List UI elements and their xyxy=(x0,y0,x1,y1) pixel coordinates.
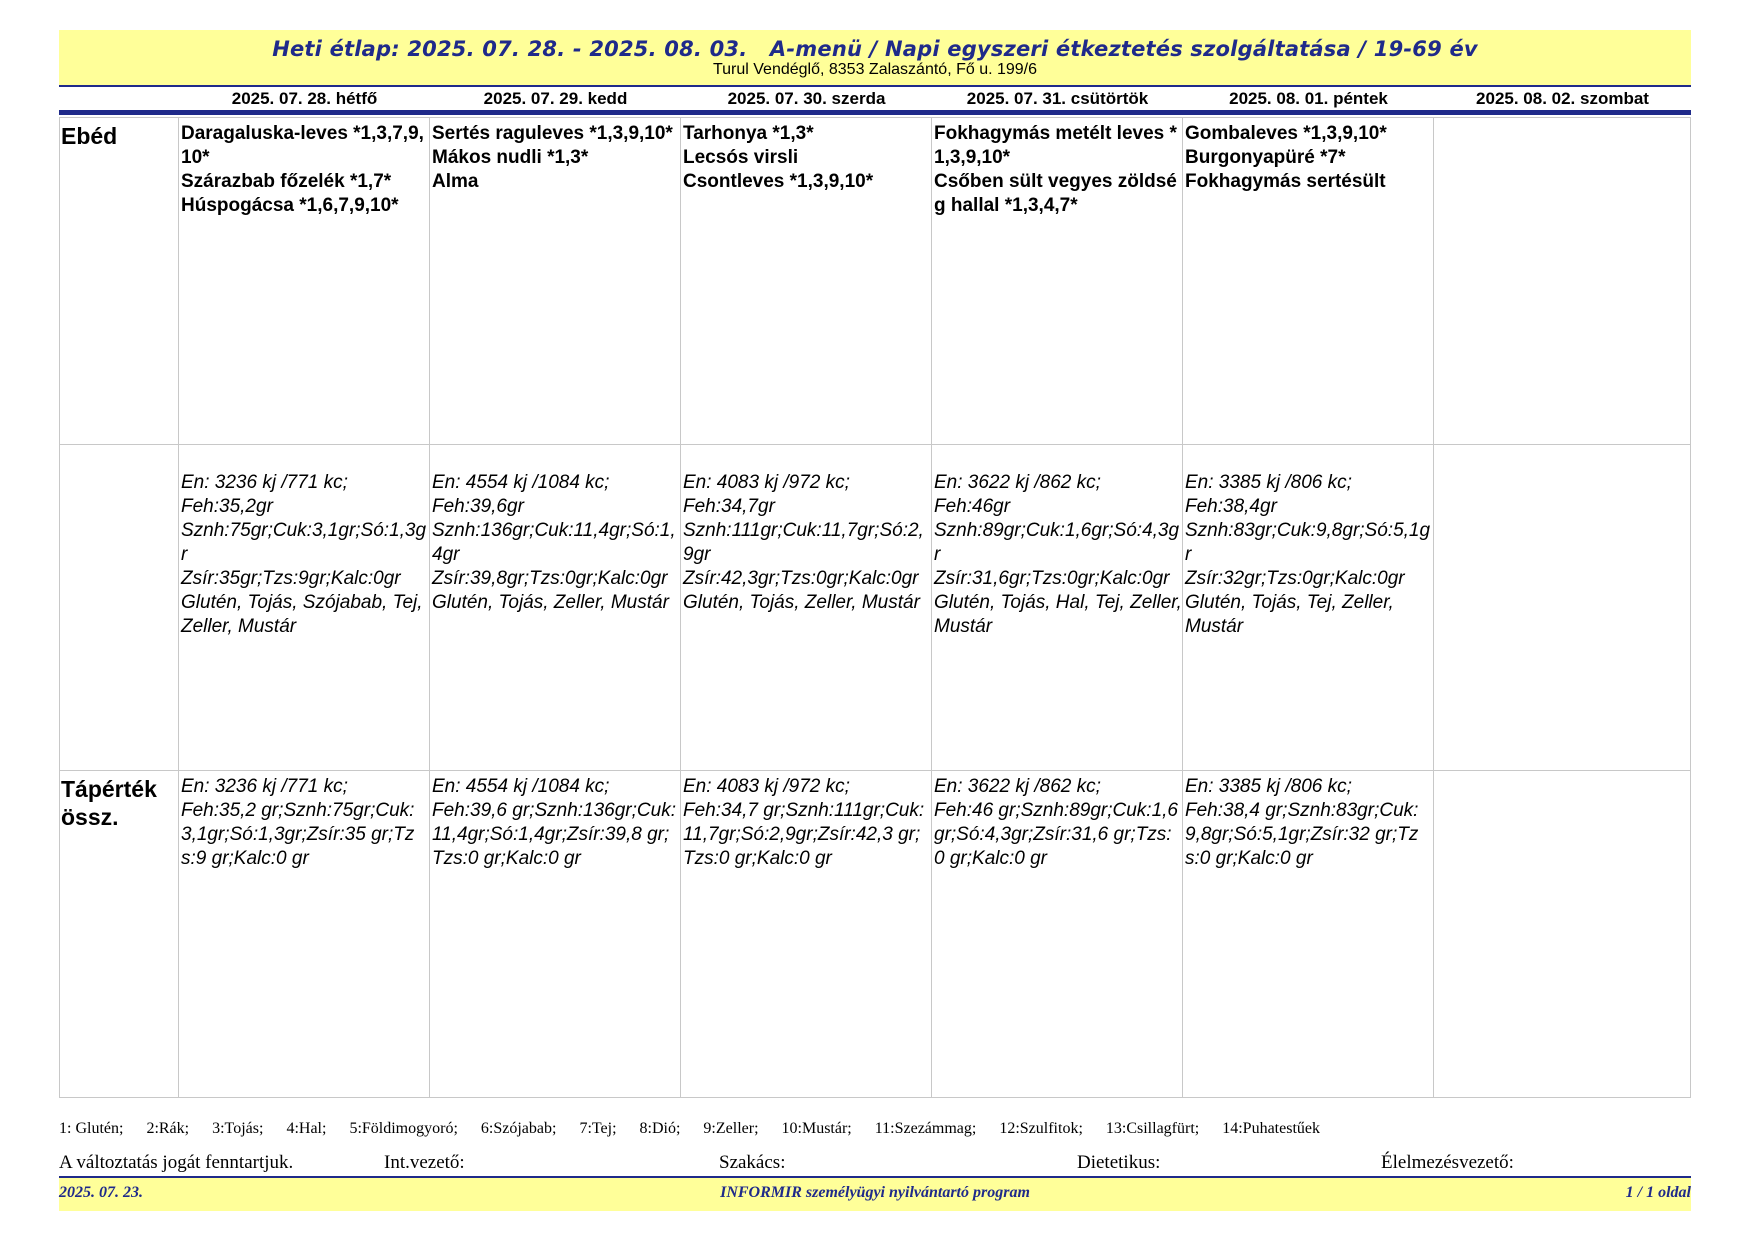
allergen-legend-item: 13:Csillagfürt; xyxy=(1105,1120,1200,1137)
footer-band xyxy=(59,1176,1691,1211)
day-header-spacer xyxy=(59,87,179,110)
allergen-legend-item: 7:Tej; xyxy=(579,1120,617,1137)
meal-cell-friday xyxy=(1183,118,1434,444)
allergen-list: Glutén, Tojás, Tej, Zeller, Mustár xyxy=(1185,592,1394,637)
footer-page: 1 / 1 oldal xyxy=(1625,1184,1691,1201)
summary-energy: En: 4083 kj /972 kc; xyxy=(683,776,850,797)
summary-values: Feh:34,7 gr;Sznh:111gr;Cuk:11,7gr;Só:2,9gr;Zsír:42,3 gr;Tzs:0 gr;Kalc:0 gr xyxy=(683,800,925,869)
allergen-legend xyxy=(59,1120,1339,1138)
nutrition-cell-friday xyxy=(1183,445,1434,770)
summary-cell-thursday xyxy=(932,771,1183,1097)
summary-values: Feh:39,6 gr;Sznh:136gr;Cuk:11,4gr;Só:1,4gr;Zsír:39,8 gr;Tzs:0 gr;Kalc:0 gr xyxy=(432,800,676,869)
day-header-friday: 2025. 08. 01. péntek xyxy=(1229,89,1388,108)
allergen-legend-item: 12:Szulfitok; xyxy=(999,1120,1083,1137)
footer-program: INFORMIR személyügyi nyilvántartó program xyxy=(720,1184,1030,1201)
summary-energy: En: 3385 kj /806 kc; xyxy=(1185,776,1352,797)
menu-document xyxy=(59,30,1691,1201)
dish-item: Daragaluska-leves *1,3,7,9,10* xyxy=(181,123,424,168)
carb-sugar-salt: Sznh:75gr;Cuk:3,1gr;Só:1,3gr xyxy=(181,520,427,565)
catering-manager-signature-label: Élelmezésvezető: xyxy=(1381,1152,1514,1173)
energy-value: En: 3236 kj /771 kc; xyxy=(181,472,348,493)
signature-row xyxy=(59,1152,1691,1174)
dish-item: Lecsós virsli xyxy=(683,147,799,168)
allergen-legend-item: 11:Szezámmag; xyxy=(874,1120,977,1137)
dish-item: Alma xyxy=(432,171,479,192)
allergen-legend-item: 3:Tojás; xyxy=(212,1120,264,1137)
header-band xyxy=(59,30,1691,85)
allergen-list: Glutén, Tojás, Hal, Tej, Zeller, Mustár xyxy=(934,592,1182,637)
nutrition-cell-wednesday xyxy=(681,445,932,770)
summary-cell-tuesday xyxy=(430,771,681,1097)
dish-item: Sertés raguleves *1,3,9,10* xyxy=(432,123,673,144)
day-header-tuesday: 2025. 07. 29. kedd xyxy=(483,89,628,108)
protein-value: Feh:38,4gr xyxy=(1185,496,1277,517)
dish-item: Fokhagymás sertésült xyxy=(1185,171,1386,192)
dish-item: Gombaleves *1,3,9,10* xyxy=(1185,123,1387,144)
energy-value: En: 3385 kj /806 kc; xyxy=(1185,472,1352,493)
allergen-list: Glutén, Tojás, Zeller, Mustár xyxy=(683,592,920,613)
allergen-list: Glutén, Tojás, Szójabab, Tej, Zeller, Mustár xyxy=(181,592,423,637)
meal-cell-tuesday xyxy=(430,118,681,444)
day-header-monday: 2025. 07. 28. hétfő xyxy=(231,89,378,108)
allergen-legend-item: 10:Mustár; xyxy=(781,1120,852,1137)
restaurant-address: Turul Vendéglő, 8353 Zalaszántó, Fő u. 199/6 xyxy=(712,61,1038,78)
nutrition-cell-saturday xyxy=(1434,445,1689,770)
protein-value: Feh:34,7gr xyxy=(683,496,775,517)
summary-values: Feh:35,2 gr;Sznh:75gr;Cuk:3,1gr;Só:1,3gr;Zsír:35 gr;Tzs:9 gr;Kalc:0 gr xyxy=(181,800,415,869)
energy-value: En: 3622 kj /862 kc; xyxy=(934,472,1101,493)
summary-cell-saturday xyxy=(1434,771,1689,1097)
nutrition-row-label xyxy=(60,445,179,770)
meal-cell-monday xyxy=(179,118,430,444)
protein-value: Feh:35,2gr xyxy=(181,496,273,517)
summary-row-label: Tápérték össz. xyxy=(60,771,179,1097)
day-header-wednesday: 2025. 07. 30. szerda xyxy=(727,89,886,108)
menu-grid xyxy=(59,117,1691,1098)
nutrition-cell-thursday xyxy=(932,445,1183,770)
protein-value: Feh:46gr xyxy=(934,496,1011,517)
fat-values: Zsír:31,6gr;Tzs:0gr;Kalc:0gr xyxy=(934,568,1170,589)
nutrition-row xyxy=(60,444,1690,770)
energy-value: En: 4554 kj /1084 kc; xyxy=(432,472,610,493)
cook-signature-label: Szakács: xyxy=(719,1152,786,1173)
allergen-legend-item: 4:Hal; xyxy=(286,1120,327,1137)
allergen-legend-item: 5:Földimogyoró; xyxy=(349,1120,458,1137)
carb-sugar-salt: Sznh:111gr;Cuk:11,7gr;Só:2,9gr xyxy=(683,520,924,565)
dish-item: Burgonyapüré *7* xyxy=(1185,147,1346,168)
protein-value: Feh:39,6gr xyxy=(432,496,524,517)
carb-sugar-salt: Sznh:136gr;Cuk:11,4gr;Só:1,4gr xyxy=(432,520,676,565)
summary-cell-friday xyxy=(1183,771,1434,1097)
nutrition-cell-tuesday xyxy=(430,445,681,770)
fat-values: Zsír:39,8gr;Tzs:0gr;Kalc:0gr xyxy=(432,568,668,589)
summary-row xyxy=(60,770,1690,1097)
dish-item: Csontleves *1,3,9,10* xyxy=(683,171,874,192)
disclaimer-text: A változtatás jogát fenntartjuk. xyxy=(59,1152,294,1173)
carb-sugar-salt: Sznh:89gr;Cuk:1,6gr;Só:4,3gr xyxy=(934,520,1180,565)
day-header-saturday: 2025. 08. 02. szombat xyxy=(1476,89,1649,108)
summary-values: Feh:46 gr;Sznh:89gr;Cuk:1,6gr;Só:4,3gr;Zsír:31,6 gr;Tzs:0 gr;Kalc:0 gr xyxy=(934,800,1178,869)
summary-values: Feh:38,4 gr;Sznh:83gr;Cuk:9,8gr;Só:5,1gr;Zsír:32 gr;Tzs:0 gr;Kalc:0 gr xyxy=(1185,800,1419,869)
allergen-legend-item: 9:Zeller; xyxy=(703,1120,759,1137)
dietitian-signature-label: Dietetikus: xyxy=(1077,1152,1161,1173)
fat-values: Zsír:32gr;Tzs:0gr;Kalc:0gr xyxy=(1185,568,1405,589)
summary-energy: En: 3236 kj /771 kc; xyxy=(181,776,348,797)
nutrition-cell-monday xyxy=(179,445,430,770)
allergen-legend-item: 1: Glutén; xyxy=(59,1120,124,1137)
meal-row-label: Ebéd xyxy=(60,118,179,444)
meal-cell-saturday xyxy=(1434,118,1689,444)
footer-date: 2025. 07. 23. xyxy=(59,1184,143,1201)
fat-values: Zsír:35gr;Tzs:9gr;Kalc:0gr xyxy=(181,568,401,589)
summary-energy: En: 4554 kj /1084 kc; xyxy=(432,776,610,797)
dish-item: Mákos nudli *1,3* xyxy=(432,147,589,168)
summary-cell-monday xyxy=(179,771,430,1097)
page-title: Heti étlap: 2025. 07. 28. - 2025. 08. 03. A-menü / Napi egyszeri étkeztetés szolgáltatása / 19-69 év xyxy=(272,37,1478,61)
dish-item: Csőben sült vegyes zöldség hallal *1,3,4,7* xyxy=(934,171,1177,216)
meal-cell-thursday xyxy=(932,118,1183,444)
meal-row xyxy=(60,117,1690,444)
energy-value: En: 4083 kj /972 kc; xyxy=(683,472,850,493)
manager-signature-label: Int.vezető: xyxy=(384,1152,465,1173)
allergen-legend-item: 14:Puhatestűek xyxy=(1222,1120,1320,1137)
day-header-thursday: 2025. 07. 31. csütörtök xyxy=(966,89,1149,108)
carb-sugar-salt: Sznh:83gr;Cuk:9,8gr;Só:5,1gr xyxy=(1185,520,1431,565)
dish-item: Húspogácsa *1,6,7,9,10* xyxy=(181,195,399,216)
allergen-list: Glutén, Tojás, Zeller, Mustár xyxy=(432,592,669,613)
summary-energy: En: 3622 kj /862 kc; xyxy=(934,776,1101,797)
allergen-legend-item: 6:Szójabab; xyxy=(480,1120,557,1137)
dish-item: Fokhagymás metélt leves *1,3,9,10* xyxy=(934,123,1177,168)
dish-item: Szárazbab főzelék *1,7* xyxy=(181,171,392,192)
meal-cell-wednesday xyxy=(681,118,932,444)
allergen-legend-item: 2:Rák; xyxy=(146,1120,190,1137)
allergen-legend-item: 8:Dió; xyxy=(639,1120,681,1137)
dish-item: Tarhonya *1,3* xyxy=(683,123,814,144)
day-header-row xyxy=(59,85,1691,115)
fat-values: Zsír:42,3gr;Tzs:0gr;Kalc:0gr xyxy=(683,568,919,589)
summary-cell-wednesday xyxy=(681,771,932,1097)
